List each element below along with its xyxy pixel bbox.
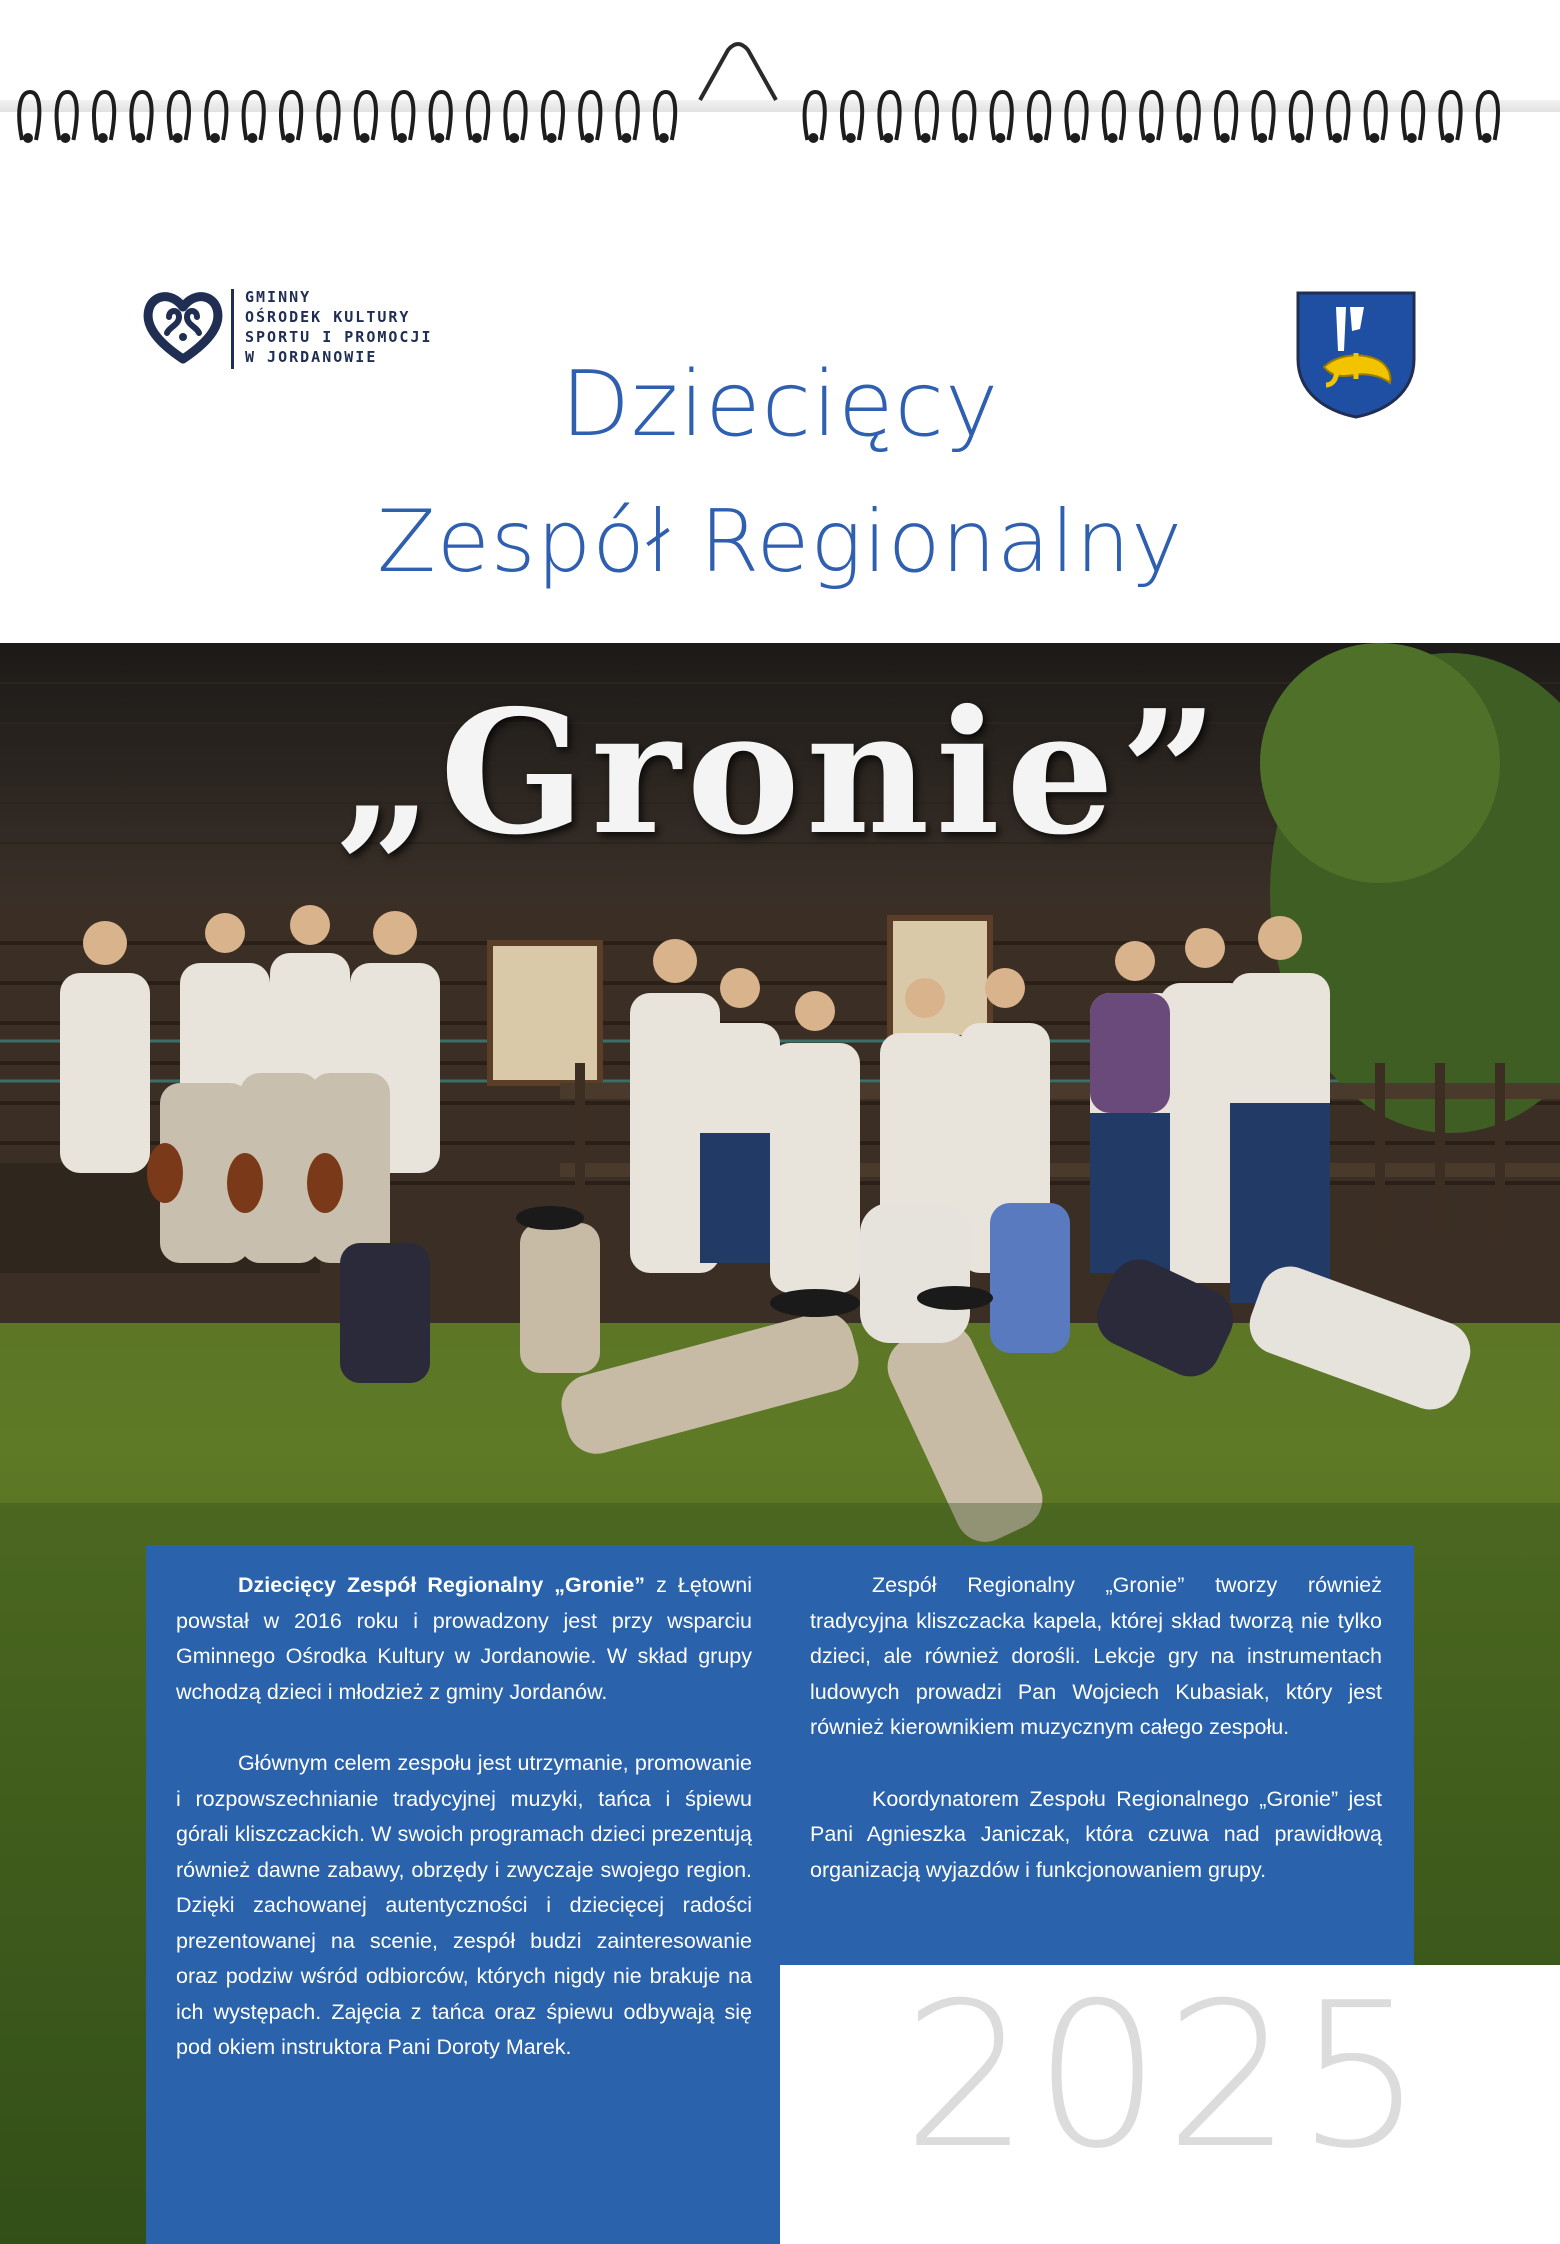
paragraph: Zespół Regionalny „Gronie” tworzy również tradycyjna kliszczacka kapela, której skład tworzą nie tylko dzieci, ale również dorośli. Lekcje gry na instrumentach ludowych prowadzi Pan Wojciech Kubasiak, który jest również kierownikiem muzycznym całego zespołu. (810, 1573, 1382, 1739)
binding-loop (1366, 92, 1386, 143)
binding-loop (1328, 92, 1348, 143)
binding-loop (244, 92, 264, 143)
binding-loop (1291, 92, 1311, 143)
logo-text-line: W JORDANOWIE (245, 348, 378, 366)
binding-loop (356, 92, 376, 143)
binding-loop (1478, 92, 1498, 143)
binding-loop (1253, 92, 1273, 143)
hanger-hook-icon (700, 44, 776, 100)
binding-loop (505, 92, 525, 143)
binding-loop (1179, 92, 1199, 143)
binding-loop (543, 92, 563, 143)
binding-loop (431, 92, 451, 143)
binding-loop (131, 92, 151, 143)
text-column-left (176, 1568, 752, 2102)
text-column-right (810, 1568, 1382, 1924)
binding-loop (618, 92, 638, 143)
binding-loop (19, 92, 39, 143)
binding-loop (805, 92, 825, 143)
binding-loop (954, 92, 974, 143)
paragraph-text: z Łętowni powstał w 2016 roku i prowadzony jest przy wsparciu Gminnego Ośrodka Kultury w Jordanowie. W skład grupy wchodzą dzieci i młodzież z gminy Jordanów. (176, 1573, 752, 1704)
binding-loop (917, 92, 937, 143)
title-line-2: Zespół Regionalny (376, 492, 1184, 592)
binding-loop (655, 92, 675, 143)
binding-loop (1066, 92, 1086, 143)
binding-loop (94, 92, 114, 143)
binding-loop (318, 92, 338, 143)
binding-loop (393, 92, 413, 143)
binding-loop (57, 92, 77, 143)
paragraph-lead: Dziecięcy Zespół Regionalny „Gronie” (238, 1573, 646, 1597)
calendar-year: 2025 (902, 1960, 1428, 2193)
binding-loop (281, 92, 301, 143)
binding-loop (1141, 92, 1161, 143)
paragraph: Głównym celem zespołu jest utrzymanie, promowanie i rozpowszechnianie tradycyjnej muzyki, tańca i śpiewu górali kliszczackich. W swoich programach dzieci prezentują również dawne zabawy, obrzędy i zwyczaje swojego region. Dzięki zachowanej autentyczności i dziecięcej radości prezentowanej na scenie, zespół budzi zainteresowanie oraz podziw wśród odbiorców, których nigdy nie brakuje na ich występach. Zajęcia z tańca oraz śpiewu odbywają się pod okiem instruktora Pani Doroty Marek. (176, 1751, 752, 2059)
binding-loop (1029, 92, 1049, 143)
title-line-1: Dziecięcy (560, 352, 1000, 457)
binding-loop (580, 92, 600, 143)
binding-loop (468, 92, 488, 143)
binding-loop (206, 92, 226, 143)
binding-loop (169, 92, 189, 143)
binding-loop (1104, 92, 1124, 143)
binding-loop (1403, 92, 1423, 143)
logo-text-line: SPORTU I PROMOCJI (245, 328, 433, 346)
binding-loop (1216, 92, 1236, 143)
logo-text-line: GMINNY (245, 288, 312, 306)
paragraph (176, 1568, 752, 1710)
logo-text-line: OŚRODEK KULTURY (245, 308, 411, 326)
group-name-title: „Gronie” (335, 673, 1225, 873)
binding-loop (992, 92, 1012, 143)
binding-loop (842, 92, 862, 143)
spiral-binding-icon (0, 0, 1560, 160)
binding-loop (1440, 92, 1460, 143)
binding-loop (879, 92, 899, 143)
paragraph: Koordynatorem Zespołu Regionalnego „Gronie” jest Pani Agnieszka Janiczak, która czuwa nad prawidłową organizacją wyjazdów i funkcjonowaniem grupy. (810, 1786, 1382, 1882)
